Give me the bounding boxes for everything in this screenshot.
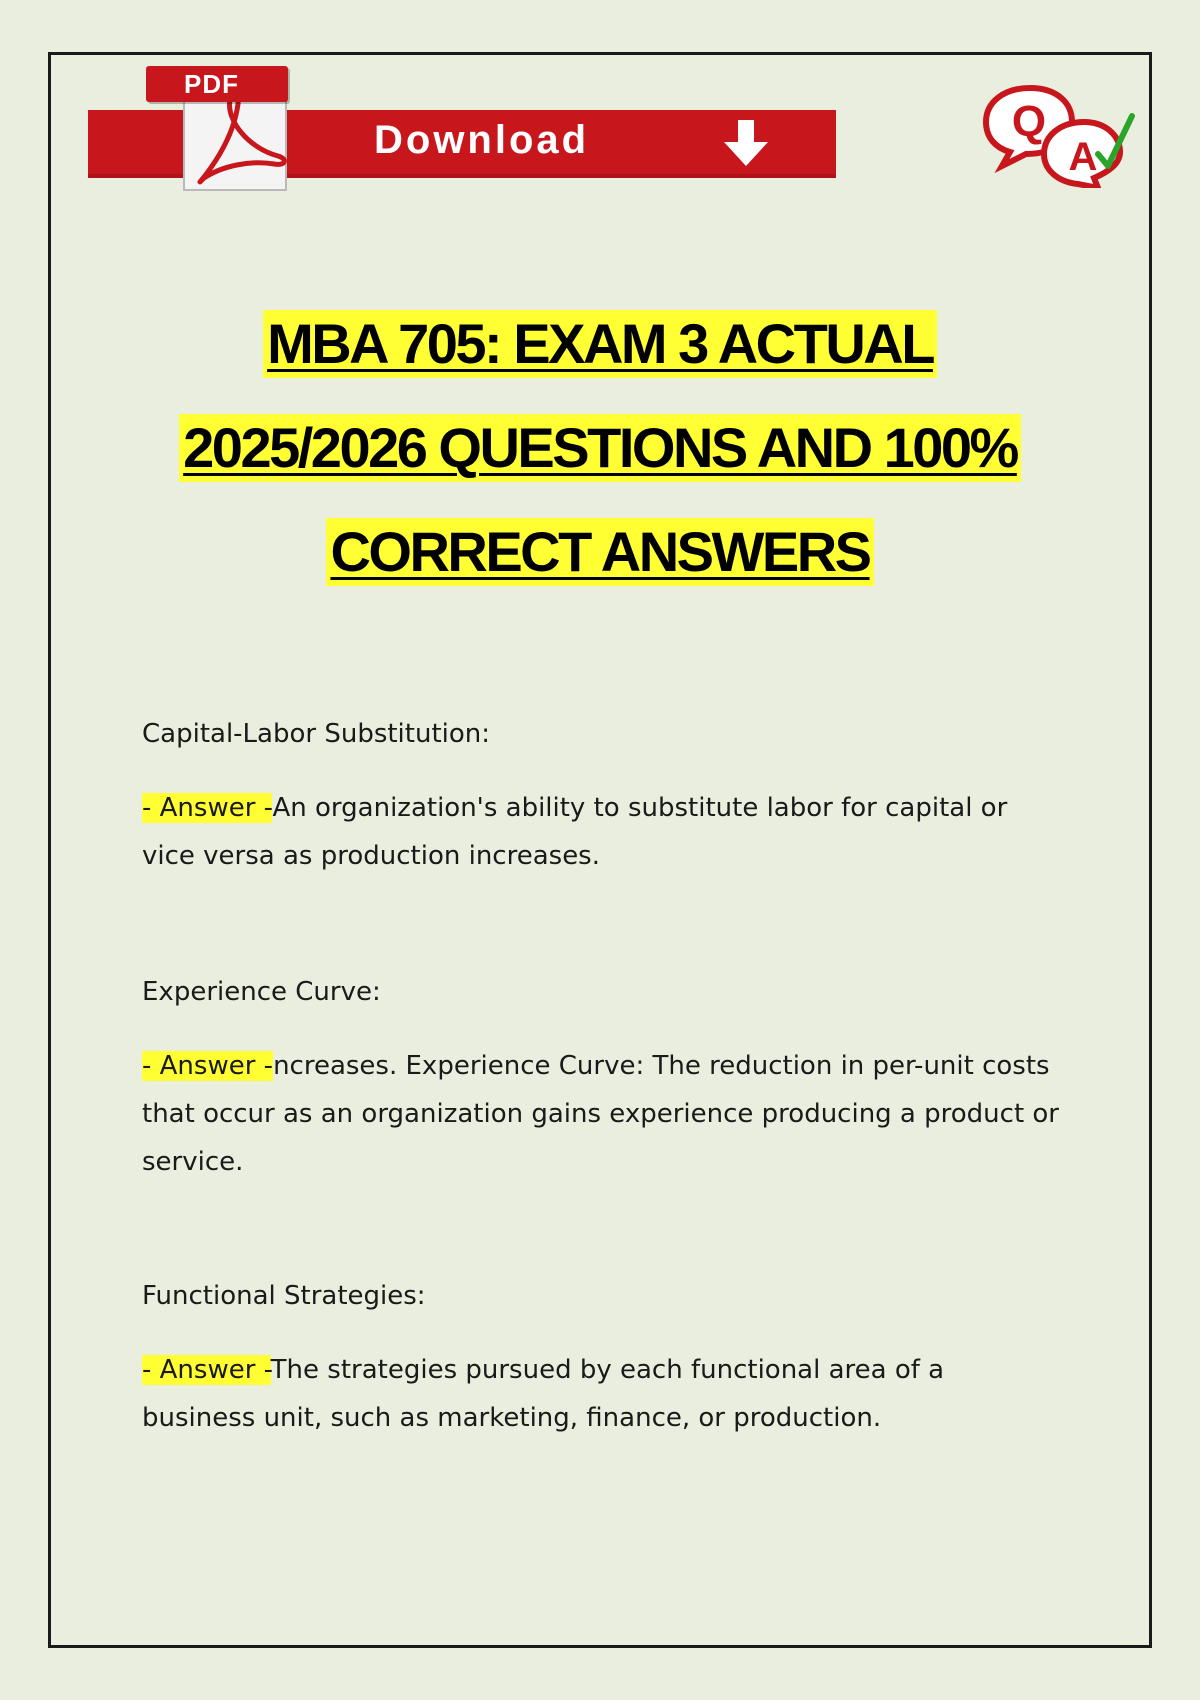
qa-logo-icon [980,82,1140,188]
answer-text [142,1346,1062,1442]
pdf-file-icon [138,64,288,192]
qa-item [142,1280,1062,1442]
document-title [60,310,1140,622]
answer-body: ncreases. Experience Curve: The reduction in per-unit costs that occur as an organization gains experience producing a product or service. [142,1051,1059,1177]
qa-logo-q: Q [1011,97,1047,146]
download-pdf-button[interactable] [88,64,836,192]
answer-text [142,1042,1062,1186]
title-line-3: CORRECT ANSWERS [326,518,873,586]
answer-prefix: - Answer - [142,793,273,823]
download-arrow-icon [716,116,776,172]
download-label: Download [374,118,590,162]
answer-body: An organization's ability to substitute labor for capital or vice versa as production increases. [142,793,1008,871]
answer-prefix: - Answer - [142,1355,271,1385]
question-text: Functional Strategies: [142,1281,426,1311]
question-text: Experience Curve: [142,977,381,1007]
answer-body: The strategies pursued by each functional area of a business unit, such as marketing, finance, or production. [142,1355,945,1433]
question-text: Capital-Labor Substitution: [142,719,491,749]
title-line-1: MBA 705: EXAM 3 ACTUAL [263,310,937,378]
pdf-tag: PDF [146,66,288,102]
qa-item [142,718,1062,880]
answer-text [142,784,1062,880]
title-line-2: 2025/2026 QUESTIONS AND 100% [179,414,1021,482]
answer-prefix: - Answer - [142,1051,274,1081]
qa-logo-a: A [1068,135,1098,179]
qa-item [142,976,1062,1186]
